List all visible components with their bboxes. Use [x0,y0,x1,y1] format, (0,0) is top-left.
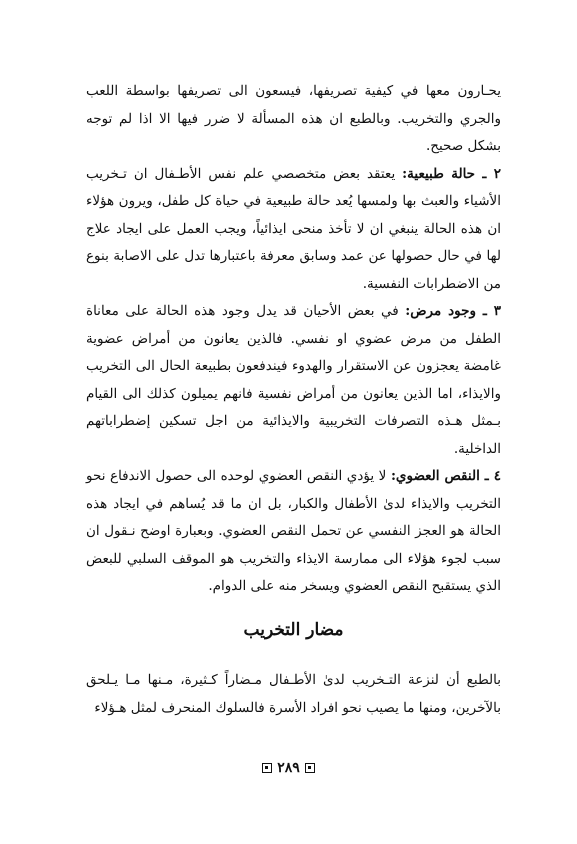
paragraph-3-heading: ٣ ـ وجود مرض: [405,303,502,319]
page-number: ٢٨٩ [277,760,300,776]
ornament-icon [262,763,272,773]
paragraph-2-heading: ٢ ـ حالة طبيعية: [402,165,501,182]
section-body [86,666,501,722]
paragraph-2 [86,161,501,299]
section-title: مضار التخريب [243,620,344,640]
paragraph-1 [86,78,501,161]
section-paragraph: بالطبع أن لنزعة التـخريب لدىٰ الأطـفال مـضاراً كـثيرة، مـنها مـا يـلحق بالآخرين، ومنها ما يصيب نحو افراد الأسرة فالسلوك المنحرف لمثل هـؤلاء [86,672,501,716]
paragraph-4-text: لا يؤدي النقص العضوي لوحده الى حصول الاندفاع نحو التخريب والايذاء لدىٰ الأطفال والكبار، بل ان ما قد يُساهم في ايجاد هذه الحالة هو العجز النفسي عن تحمل النقص العضوي. وبعبارة اوضح نـقول ان سبب لجوء هؤلاء الى ممارسة الايذاء والتخريب هو الموقف السلبي للبعض الذي يستقبح النقص العضوي ويسخر منه على الدوام. [86,468,501,594]
paragraph-3-text: في بعض الأحيان قد يدل وجود هذه الحالة على معاناة الطفل من مرض عضوي او نفسي. فالذين يعانون من أمراض عضوية غامضة يعجزون عن الاستقرار والهدوء فيندفعون بطبيعة الحال الى التخريب والايذاء، اما الذين يعانون من أمراض نفسية فانهم يميلون كذلك الى القيام بـمثل هـذه التصرفات التخريبية والايذائية من اجل تسكين إضطراباتهم الداخلية. [86,303,501,457]
paragraph-4 [86,463,501,601]
ornament-icon [305,763,315,773]
paragraph-1-text: يحـارون معها في كيفية تصريفها، فيسعون الى تصريفها بواسطة اللعب والجري والتخريب. وبالطبع ان هذه المسألة لا ضرر فيها الا اذا لم توجه بشكل صحيح. [86,83,501,154]
paragraph-2-text: يعتقد بعض متخصصي علم نفس الأطـفال ان تـخريب الأشياء والعبث بها ولمسها يُعد حالة طبيعية في حياة كل طفل، ويرون هؤلاء ان هذه الحالة ينبغي ان لا تأخذ منحى ايذائياً، ويجب العمل على ايجاد علاج لها في حال حصولها عن عمد وسابق معرفة باعتبارها تدل على الاصابة بنوع من الاضطرابات النفسية. [86,165,501,292]
page-footer [0,760,577,776]
body-text [86,78,501,601]
paragraph-3 [86,298,501,463]
paragraph-4-heading: ٤ ـ النقص العضوي: [390,468,501,484]
